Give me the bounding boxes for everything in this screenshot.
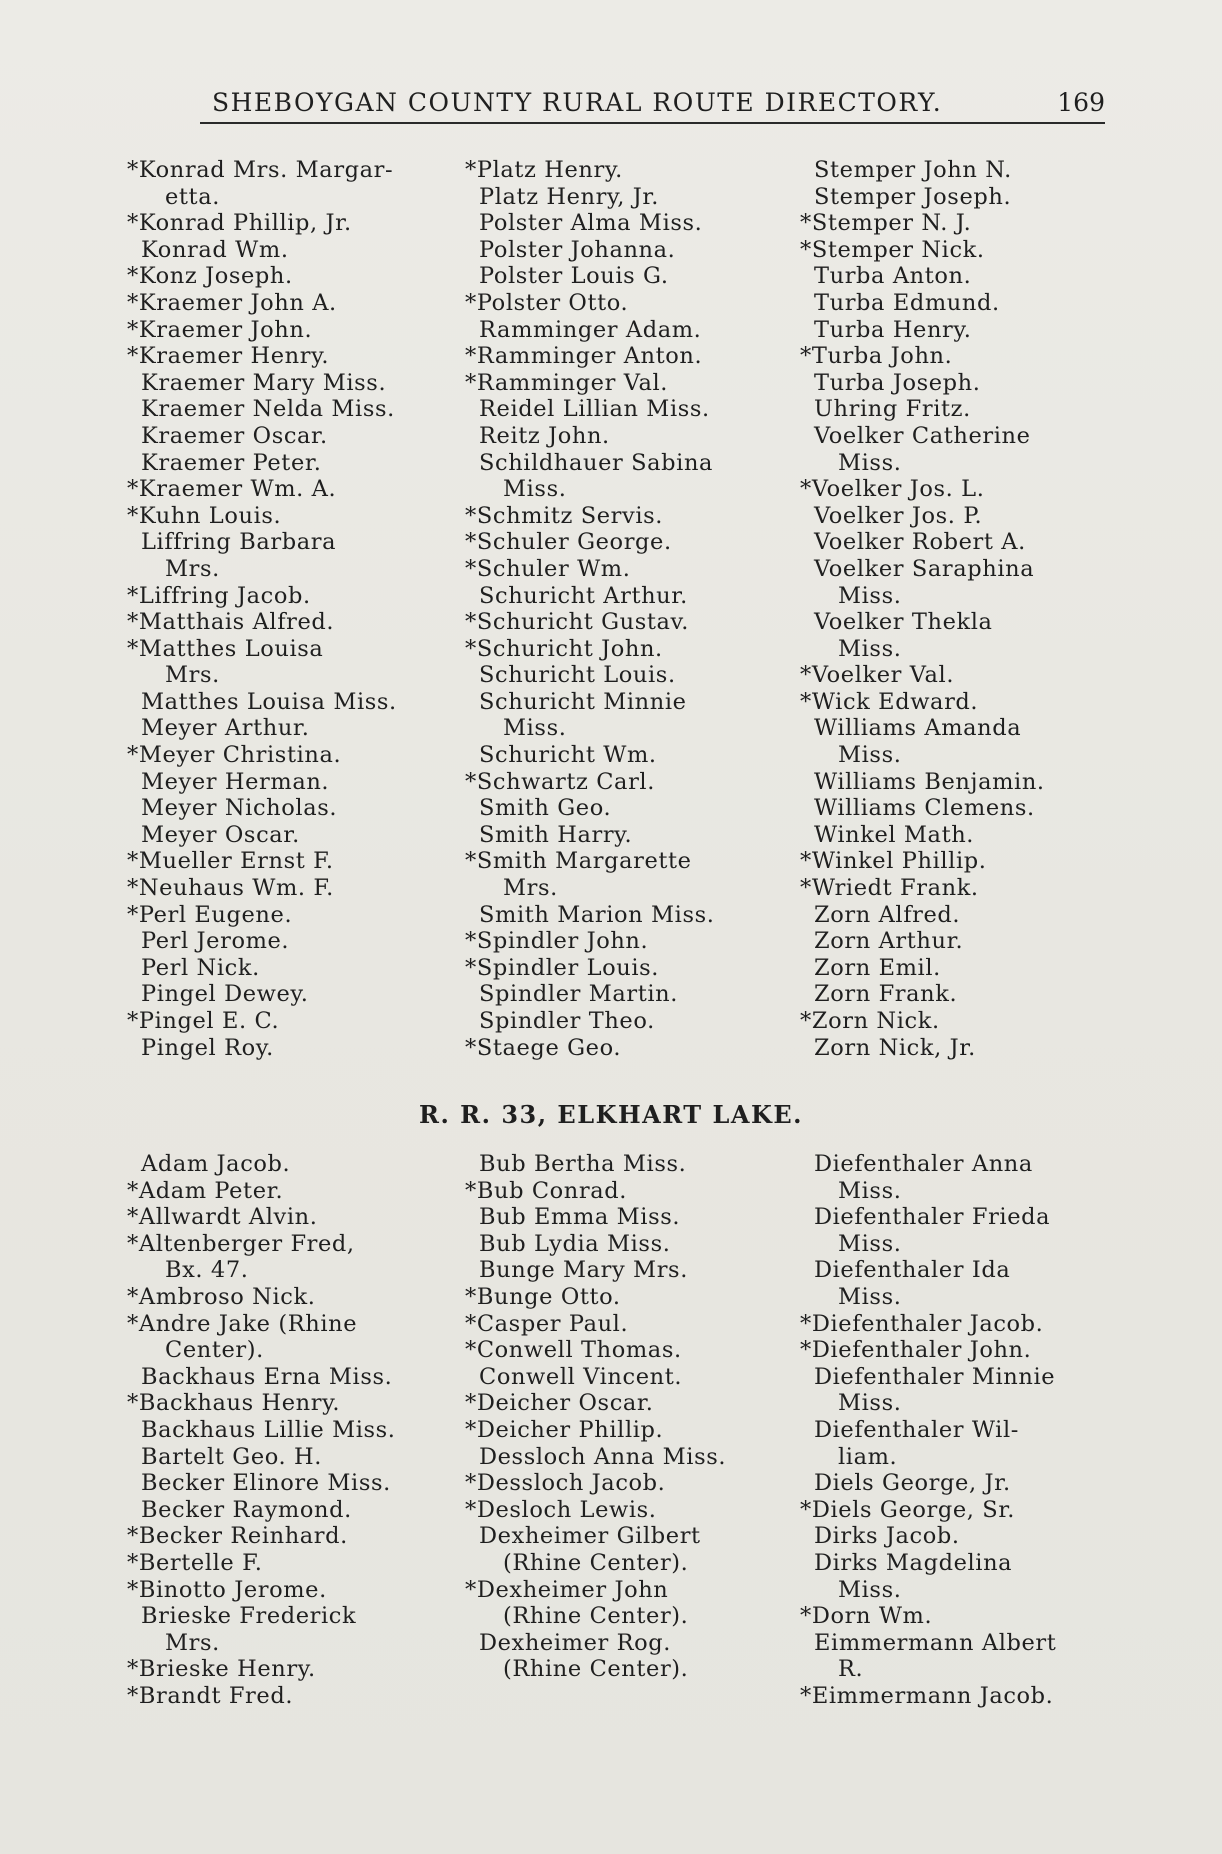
directory-entry: Diefenthaler Wil-	[814, 1416, 1019, 1443]
directory-entry: (Rhine Center).	[503, 1549, 689, 1576]
directory-entry: *Perl Eugene.	[127, 901, 293, 928]
directory-entry: *Dessloch Jacob.	[465, 1470, 666, 1497]
directory-entry: *Polster Otto.	[465, 289, 629, 316]
directory-entry: *Brandt Fred.	[127, 1682, 294, 1709]
directory-entry: *Diels George, Sr.	[800, 1496, 1015, 1523]
directory-entry: Dessloch Anna Miss.	[479, 1443, 727, 1470]
directory-entry: Mrs.	[165, 1629, 220, 1656]
directory-entry: etta.	[165, 183, 220, 210]
page-title: SHEBOYGAN COUNTY RURAL ROUTE DIRECTORY.	[212, 88, 943, 117]
directory-entry: Kraemer Mary Miss.	[141, 369, 387, 396]
directory-entry: *Ramminger Anton.	[465, 343, 703, 370]
directory-entry: *Stemper N. J.	[800, 210, 972, 237]
directory-entry: Zorn Emil.	[814, 954, 941, 981]
directory-entry: Smith Marion Miss.	[479, 901, 715, 928]
directory-entry: *Mueller Ernst F.	[127, 848, 334, 875]
directory-entry: *Altenberger Fred,	[127, 1230, 355, 1257]
directory-entry: Pingel Roy.	[141, 1034, 274, 1061]
directory-entry: (Rhine Center).	[503, 1603, 689, 1630]
column-1-bottom	[127, 1151, 467, 1709]
directory-entry: Voelker Jos. P.	[814, 502, 983, 529]
directory-entry: Zorn Alfred.	[814, 901, 961, 928]
directory-entry: Meyer Herman.	[141, 768, 330, 795]
directory-entry: *Schuler Wm.	[465, 555, 631, 582]
directory-entry: *Eimmermann Jacob.	[800, 1682, 1054, 1709]
directory-entry: *Spindler Louis.	[465, 954, 660, 981]
directory-entry: Stemper Joseph.	[814, 183, 1012, 210]
running-head	[200, 88, 1105, 124]
directory-entry: Kraemer Oscar.	[141, 422, 328, 449]
directory-entry: Diels George, Jr.	[814, 1470, 1011, 1497]
directory-entry: Schildhauer Sabina	[479, 449, 714, 476]
directory-entry: *Diefenthaler John.	[800, 1337, 1032, 1364]
directory-entry: *Liffring Jacob.	[127, 582, 311, 609]
directory-entry: Dexheimer Rog.	[479, 1629, 672, 1656]
directory-entry: Polster Johanna.	[479, 236, 676, 263]
directory-entry: Spindler Martin.	[479, 981, 679, 1008]
directory-entry: *Allwardt Alvin.	[127, 1204, 318, 1231]
page-number: 169	[1057, 88, 1105, 117]
directory-entry: Liffring Barbara	[141, 529, 337, 556]
directory-entry: Becker Raymond.	[141, 1496, 352, 1523]
directory-entry: Voelker Saraphina	[814, 555, 1035, 582]
directory-entry: Mrs.	[165, 555, 220, 582]
directory-entry: Backhaus Erna Miss.	[141, 1363, 393, 1390]
directory-entry: Schuricht Minnie	[479, 688, 687, 715]
column-1-top	[127, 157, 467, 1061]
column-2-top	[465, 157, 805, 1061]
directory-entry: Konrad Wm.	[141, 236, 289, 263]
directory-entry: *Brieske Henry.	[127, 1656, 316, 1683]
directory-entry: Miss.	[838, 449, 902, 476]
directory-entry: *Spindler John.	[465, 928, 649, 955]
directory-entry: Diefenthaler Ida	[814, 1257, 1011, 1284]
directory-entry: *Dorn Wm.	[800, 1603, 933, 1630]
directory-entry: Perl Nick.	[141, 954, 260, 981]
directory-entry: Turba Edmund.	[814, 289, 1000, 316]
directory-entry: Kraemer Nelda Miss.	[141, 396, 395, 423]
directory-entry: *Neuhaus Wm. F.	[127, 875, 334, 902]
directory-entry: Polster Louis G.	[479, 263, 669, 290]
directory-entry: *Voelker Jos. L.	[800, 476, 985, 503]
directory-entry: Turba Joseph.	[814, 369, 981, 396]
directory-entry: *Winkel Phillip.	[800, 848, 987, 875]
directory-entry: Stemper John N.	[814, 157, 1012, 183]
directory-entry: Miss.	[838, 742, 902, 769]
directory-entry: Miss.	[503, 476, 567, 503]
directory-entry: *Schuricht John.	[465, 635, 663, 662]
directory-entry: *Zorn Nick.	[800, 1008, 940, 1034]
directory-entry: R.	[838, 1656, 864, 1683]
directory-entry: *Kraemer John A.	[127, 289, 337, 316]
directory-entry: Mrs.	[165, 662, 220, 689]
directory-entry: *Matthais Alfred.	[127, 609, 335, 636]
directory-entry: Platz Henry, Jr.	[479, 183, 660, 210]
directory-entry: Miss.	[838, 582, 902, 609]
directory-entry: Diefenthaler Frieda	[814, 1204, 1051, 1231]
directory-entry: Mrs.	[503, 875, 558, 902]
directory-entry: *Stemper Nick.	[800, 236, 985, 263]
directory-entry: Winkel Math.	[814, 821, 975, 848]
directory-entry: Schuricht Louis.	[479, 662, 676, 689]
directory-entry: *Dexheimer John	[465, 1576, 669, 1603]
directory-entry: Eimmermann Albert	[814, 1629, 1057, 1656]
directory-entry: Conwell Vincent.	[479, 1363, 683, 1390]
directory-entry: Voelker Catherine	[814, 422, 1031, 449]
section-heading: R. R. 33, ELKHART LAKE.	[419, 1100, 803, 1129]
directory-entry: *Meyer Christina.	[127, 742, 342, 769]
directory-entry: *Adam Peter.	[127, 1177, 284, 1204]
directory-entry: Pingel Dewey.	[141, 981, 309, 1008]
directory-entry: *Diefenthaler Jacob.	[800, 1310, 1044, 1337]
directory-entry: *Schuler George.	[465, 529, 672, 556]
directory-entry: Dirks Jacob.	[814, 1523, 960, 1550]
column-3-top	[800, 157, 1140, 1061]
directory-entry: *Matthes Louisa	[127, 635, 324, 662]
directory-entry: Spindler Theo.	[479, 1008, 655, 1034]
directory-entry: *Schwartz Carl.	[465, 768, 655, 795]
directory-entry: Miss.	[838, 1177, 902, 1204]
directory-entry: Voelker Robert A.	[814, 529, 1026, 556]
directory-entry: Diefenthaler Minnie	[814, 1363, 1056, 1390]
directory-entry: Williams Clemens.	[814, 795, 1035, 822]
directory-entry: Miss.	[503, 715, 567, 742]
directory-entry: *Konz Joseph.	[127, 263, 293, 290]
directory-entry: *Casper Paul.	[465, 1310, 629, 1337]
directory-entry: (Rhine Center).	[503, 1656, 689, 1683]
directory-entry: *Kraemer John.	[127, 316, 313, 343]
directory-entry: Miss.	[838, 1230, 902, 1257]
directory-entry: Brieske Frederick	[141, 1603, 357, 1630]
directory-entry: liam.	[838, 1443, 898, 1470]
directory-entry: Reidel Lillian Miss.	[479, 396, 710, 423]
directory-entry: *Bertelle F.	[127, 1549, 263, 1576]
directory-entry: *Kraemer Henry.	[127, 343, 330, 370]
directory-entry: Center).	[165, 1337, 264, 1364]
directory-entry: Zorn Nick, Jr.	[814, 1034, 976, 1061]
directory-entry: *Smith Margarette	[465, 848, 692, 875]
directory-entry: Bx. 47.	[165, 1257, 249, 1284]
directory-entry: Miss.	[838, 1390, 902, 1417]
directory-entry: *Ambroso Nick.	[127, 1283, 316, 1310]
directory-entry: Smith Harry.	[479, 821, 633, 848]
directory-entry: Smith Geo.	[479, 795, 612, 822]
directory-entry: *Ramminger Val.	[465, 369, 669, 396]
directory-entry: *Desloch Lewis.	[465, 1496, 657, 1523]
directory-entry: Meyer Arthur.	[141, 715, 310, 742]
directory-entry: *Bunge Otto.	[465, 1283, 621, 1310]
directory-entry: *Becker Reinhard.	[127, 1523, 348, 1550]
directory-entry: Bub Emma Miss.	[479, 1204, 681, 1231]
directory-entry: Voelker Thekla	[814, 609, 993, 636]
directory-entry: *Platz Henry.	[465, 157, 623, 183]
directory-entry: *Konrad Phillip, Jr.	[127, 210, 352, 237]
directory-entry: Backhaus Lillie Miss.	[141, 1416, 396, 1443]
directory-entry: Bub Lydia Miss.	[479, 1230, 671, 1257]
directory-entry: *Deicher Phillip.	[465, 1416, 664, 1443]
directory-entry: Perl Jerome.	[141, 928, 290, 955]
directory-entry: Becker Elinore Miss.	[141, 1470, 391, 1497]
directory-entry: Uhring Fritz.	[814, 396, 971, 423]
directory-entry: Williams Benjamin.	[814, 768, 1045, 795]
directory-entry: Miss.	[838, 1576, 902, 1603]
directory-entry: *Turba John.	[800, 343, 953, 370]
directory-entry: *Andre Jake (Rhine	[127, 1310, 358, 1337]
column-2-bottom	[465, 1151, 805, 1683]
directory-entry: *Voelker Val.	[800, 662, 955, 689]
directory-entry: Williams Amanda	[814, 715, 1022, 742]
directory-entry: Turba Anton.	[814, 263, 972, 290]
directory-entry: *Kuhn Louis.	[127, 502, 282, 529]
directory-entry: Dexheimer Gilbert	[479, 1523, 701, 1550]
directory-entry: Meyer Oscar.	[141, 821, 300, 848]
directory-entry: Bub Bertha Miss.	[479, 1151, 687, 1177]
directory-entry: Adam Jacob.	[141, 1151, 291, 1177]
directory-entry: Schuricht Wm.	[479, 742, 657, 769]
directory-entry: Zorn Arthur.	[814, 928, 964, 955]
directory-entry: *Deicher Oscar.	[465, 1390, 654, 1417]
directory-entry: *Schuricht Gustav.	[465, 609, 689, 636]
directory-entry: *Kraemer Wm. A.	[127, 476, 337, 503]
directory-entry: Bartelt Geo. H.	[141, 1443, 322, 1470]
directory-entry: Miss.	[838, 1283, 902, 1310]
directory-entry: Ramminger Adam.	[479, 316, 702, 343]
directory-entry: Matthes Louisa Miss.	[141, 688, 397, 715]
directory-entry: *Wick Edward.	[800, 688, 979, 715]
directory-entry: Kraemer Peter.	[141, 449, 322, 476]
directory-entry: Miss.	[838, 635, 902, 662]
directory-entry: Turba Henry.	[814, 316, 972, 343]
directory-entry: *Conwell Thomas.	[465, 1337, 682, 1364]
directory-entry: *Staege Geo.	[465, 1034, 622, 1061]
directory-entry: *Binotto Jerome.	[127, 1576, 327, 1603]
directory-entry: *Wriedt Frank.	[800, 875, 979, 902]
directory-entry: Meyer Nicholas.	[141, 795, 338, 822]
directory-entry: Diefenthaler Anna	[814, 1151, 1033, 1177]
directory-entry: Bunge Mary Mrs.	[479, 1257, 688, 1284]
directory-entry: *Schmitz Servis.	[465, 502, 664, 529]
directory-entry: Schuricht Arthur.	[479, 582, 688, 609]
directory-entry: Dirks Magdelina	[814, 1549, 1013, 1576]
directory-entry: Zorn Frank.	[814, 981, 958, 1008]
directory-entry: *Pingel E. C.	[127, 1008, 280, 1034]
column-3-bottom	[800, 1151, 1140, 1709]
directory-entry: Polster Alma Miss.	[479, 210, 703, 237]
directory-entry: Reitz John.	[479, 422, 610, 449]
directory-entry: *Konrad Mrs. Margar-	[127, 157, 394, 183]
directory-entry: *Bub Conrad.	[465, 1177, 628, 1204]
directory-entry: *Backhaus Henry.	[127, 1390, 341, 1417]
